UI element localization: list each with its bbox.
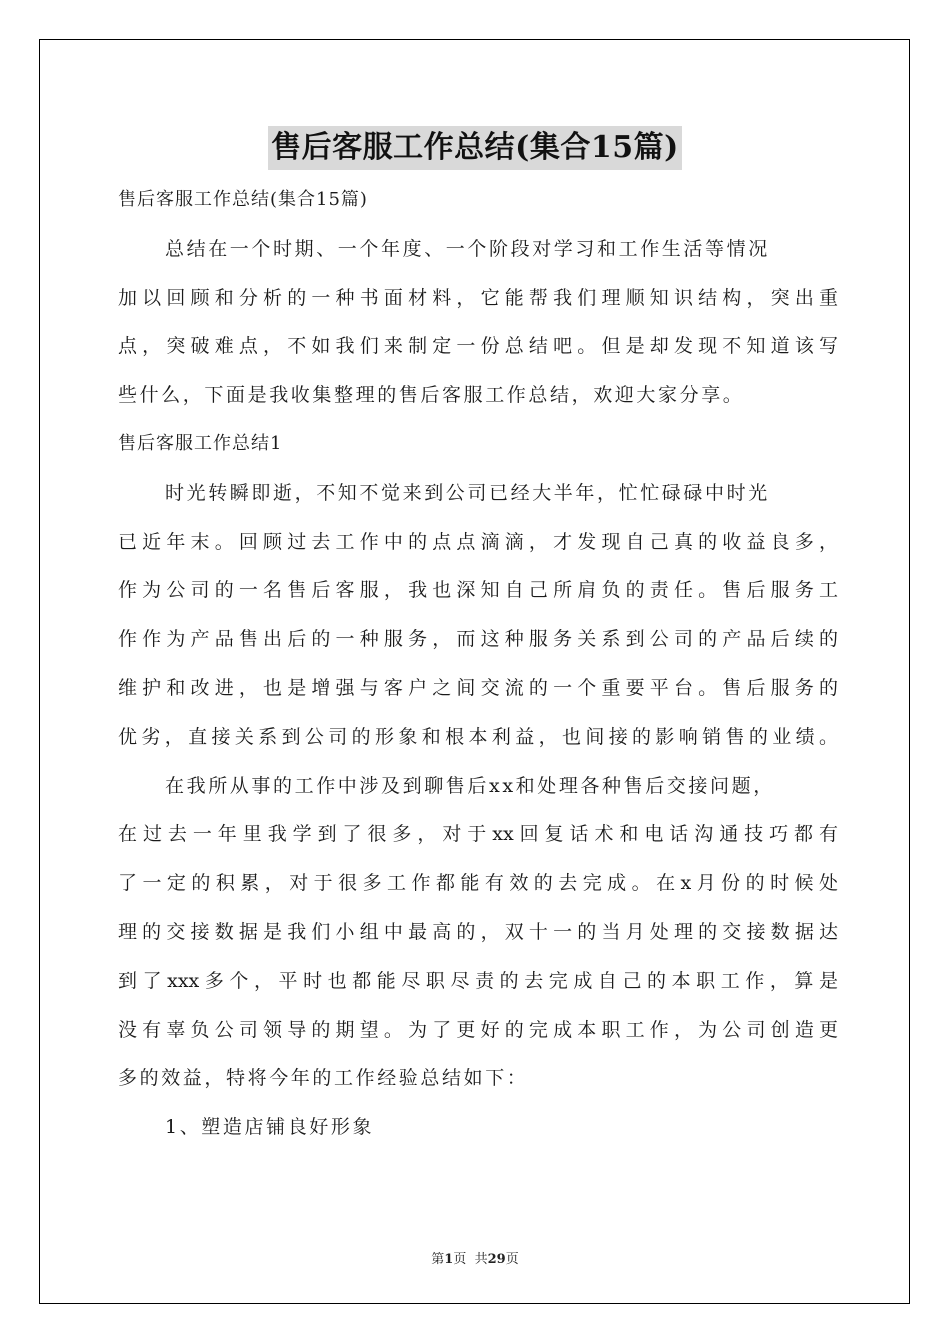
- paragraph-line: 在过去一年里我学到了很多，对于xx回复话术和电话沟通技巧都有: [118, 823, 838, 846]
- paragraph-line: 作为公司的一名售后客服，我也深知自己所肩负的责任。售后服务工: [118, 579, 838, 602]
- paragraph-line: 时光转瞬即逝，不知不觉来到公司已经大半年，忙忙碌碌中时光: [165, 481, 770, 504]
- section-heading: 售后客服工作总结1: [118, 432, 283, 454]
- list-item: 1、塑造店铺良好形象: [165, 1116, 375, 1139]
- intro-line: 些什么，下面是我收集整理的售后客服工作总结，欢迎大家分享。: [118, 384, 745, 407]
- paragraph-line: 优劣，直接关系到公司的形象和根本利益，也间接的影响销售的业绩。: [118, 725, 838, 748]
- paragraph-line: 作作为产品售出后的一种服务，而这种服务关系到公司的产品后续的: [118, 628, 838, 651]
- total-page-count: 29: [487, 1252, 506, 1267]
- page-footer: [0, 1248, 950, 1267]
- intro-line: 总结在一个时期、一个年度、一个阶段对学习和工作生活等情况: [165, 237, 770, 260]
- document-subtitle: 售后客服工作总结(集合15篇): [118, 189, 368, 210]
- document-title: 售后客服工作总结(集合15篇): [268, 126, 682, 170]
- paragraph-line: 理的交接数据是我们小组中最高的，双十一的当月处理的交接数据达: [118, 920, 838, 943]
- document-body: [118, 176, 838, 1152]
- paragraph-line: 到了xxx多个，平时也都能尽职尽责的去完成自己的本职工作，算是: [118, 969, 838, 992]
- paragraph-line: 已近年末。回顾过去工作中的点点滴滴，才发现自己真的收益良多，: [118, 530, 838, 553]
- paragraph-line: 维护和改进，也是增强与客户之间交流的一个重要平台。售后服务的: [118, 676, 838, 699]
- paragraph-line: 多的效益，特将今年的工作经验总结如下：: [118, 1067, 529, 1090]
- page-label-suffix: 页: [505, 1252, 519, 1267]
- paragraph-line: 在我所从事的工作中涉及到聊售后xx和处理各种售后交接问题，: [165, 774, 775, 797]
- paragraph-line: 了一定的积累，对于很多工作都能有效的去完成。在x月份的时候处: [118, 872, 838, 895]
- intro-line: 加以回顾和分析的一种书面材料，它能帮我们理顺知识结构，突出重: [118, 286, 838, 309]
- intro-line: 点，突破难点，不如我们来制定一份总结吧。但是却发现不知道该写: [118, 335, 838, 358]
- page-label-middle: 页 共: [453, 1252, 488, 1267]
- paragraph-line: 没有辜负公司领导的期望。为了更好的完成本职工作，为公司创造更: [118, 1018, 838, 1041]
- current-page-number: 1: [444, 1252, 454, 1267]
- page-label-prefix: 第: [431, 1252, 445, 1267]
- title-container: [0, 126, 950, 170]
